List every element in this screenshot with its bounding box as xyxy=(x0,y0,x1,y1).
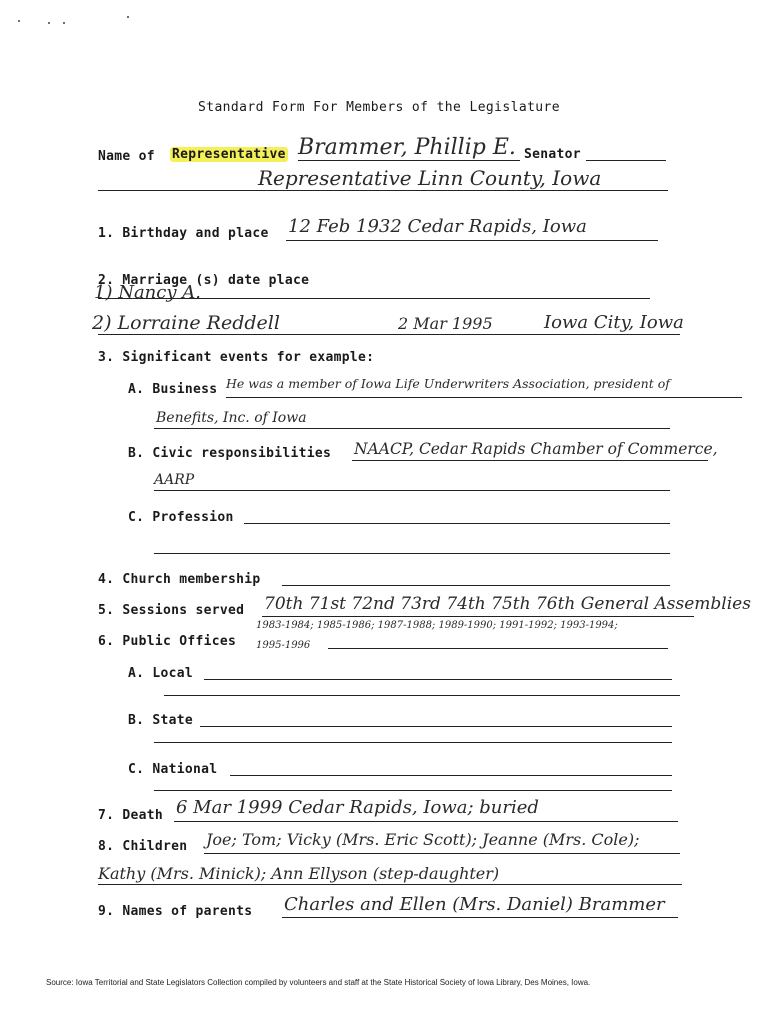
sessions-years-2: 1995-1996 xyxy=(256,640,311,651)
name-line xyxy=(298,160,520,161)
name-answer: Brammer, Phillip E. xyxy=(298,135,516,160)
parents-line xyxy=(282,917,678,918)
civic-label: B. Civic responsibilities xyxy=(128,446,332,461)
business-label: A. Business xyxy=(128,382,218,397)
death-label: 7. Death xyxy=(98,808,164,823)
sessions-answer: 70th 71st 72nd 73rd 74th 75th 76th General Assemblies xyxy=(264,594,751,614)
local-line-2 xyxy=(164,695,680,696)
civic-answer-1: NAACP, Cedar Rapids Chamber of Commerce, xyxy=(354,440,718,458)
name-line2 xyxy=(98,190,668,191)
business-line-2 xyxy=(154,428,670,429)
children-line-1 xyxy=(204,853,680,854)
civic-line-1 xyxy=(352,460,708,461)
children-answer-1: Joe; Tom; Vicky (Mrs. Eric Scott); Jeanne (Mrs. Cole); xyxy=(206,830,640,849)
national-label: C. National xyxy=(128,762,218,777)
business-answer-2: Benefits, Inc. of Iowa xyxy=(156,410,307,426)
children-label: 8. Children xyxy=(98,839,188,854)
sessions-line xyxy=(262,616,694,617)
scan-speck xyxy=(48,22,50,24)
national-line-1 xyxy=(230,775,672,776)
birthday-label: 1. Birthday and place xyxy=(98,226,269,241)
profession-line-1 xyxy=(244,523,670,524)
death-answer: 6 Mar 1999 Cedar Rapids, Iowa; buried xyxy=(176,797,539,818)
birthday-answer: 12 Feb 1932 Cedar Rapids, Iowa xyxy=(288,216,587,237)
business-line-1 xyxy=(226,397,742,398)
state-line-2 xyxy=(154,742,672,743)
representative-label: Representative xyxy=(172,147,286,162)
state-label: B. State xyxy=(128,713,194,728)
children-line-2 xyxy=(98,884,682,885)
national-line-2 xyxy=(154,790,672,791)
marriage-label: 2. Marriage (s) date place xyxy=(98,273,310,288)
state-line-1 xyxy=(200,726,672,727)
public-offices-line xyxy=(328,648,668,649)
parents-answer: Charles and Ellen (Mrs. Daniel) Brammer xyxy=(284,894,665,915)
scan-speck xyxy=(18,20,20,22)
senator-line xyxy=(586,160,666,161)
profession-label: C. Profession xyxy=(128,510,234,525)
local-label: A. Local xyxy=(128,666,194,681)
profession-line-2 xyxy=(154,553,670,554)
civic-answer-2: AARP xyxy=(154,472,195,488)
marriage-line-1 xyxy=(98,298,650,299)
marriage-answer-2-date: 2 Mar 1995 xyxy=(398,314,493,333)
marriage-answer-1: 1) Nancy A. xyxy=(94,282,201,303)
parents-label: 9. Names of parents xyxy=(98,904,253,919)
name-answer-line2: Representative Linn County, Iowa xyxy=(258,166,602,190)
form-title: Standard Form For Members of the Legislature xyxy=(198,100,560,115)
marriage-answer-2-place: Iowa City, Iowa xyxy=(544,312,684,333)
source-note: Source: Iowa Territorial and State Legislators Collection compiled by volunteers and staff at the State Historical Society of Iowa Library, Des Moines, Iowa. xyxy=(46,978,591,987)
scan-speck xyxy=(127,16,129,18)
sessions-label: 5. Sessions served xyxy=(98,603,245,618)
death-line xyxy=(174,821,678,822)
church-label: 4. Church membership xyxy=(98,572,261,587)
marriage-answer-2-name: 2) Lorraine Reddell xyxy=(92,312,280,334)
civic-line-2 xyxy=(154,490,670,491)
senator-label: Senator xyxy=(524,147,581,162)
scan-speck xyxy=(63,22,65,24)
business-answer-1: He was a member of Iowa Life Underwriters Association, president of xyxy=(226,376,670,391)
local-line-1 xyxy=(204,679,672,680)
church-line xyxy=(282,585,670,586)
children-answer-2: Kathy (Mrs. Minick); Ann Ellyson (step-daughter) xyxy=(98,864,500,883)
significant-events-label: 3. Significant events for example: xyxy=(98,350,375,365)
public-offices-label: 6. Public Offices xyxy=(98,634,237,649)
sessions-years-1: 1983-1984; 1985-1986; 1987-1988; 1989-1990; 1991-1992; 1993-1994; xyxy=(256,620,618,631)
birthday-line xyxy=(286,240,658,241)
name-of-label: Name of xyxy=(98,149,155,164)
marriage-line-2 xyxy=(98,334,680,335)
